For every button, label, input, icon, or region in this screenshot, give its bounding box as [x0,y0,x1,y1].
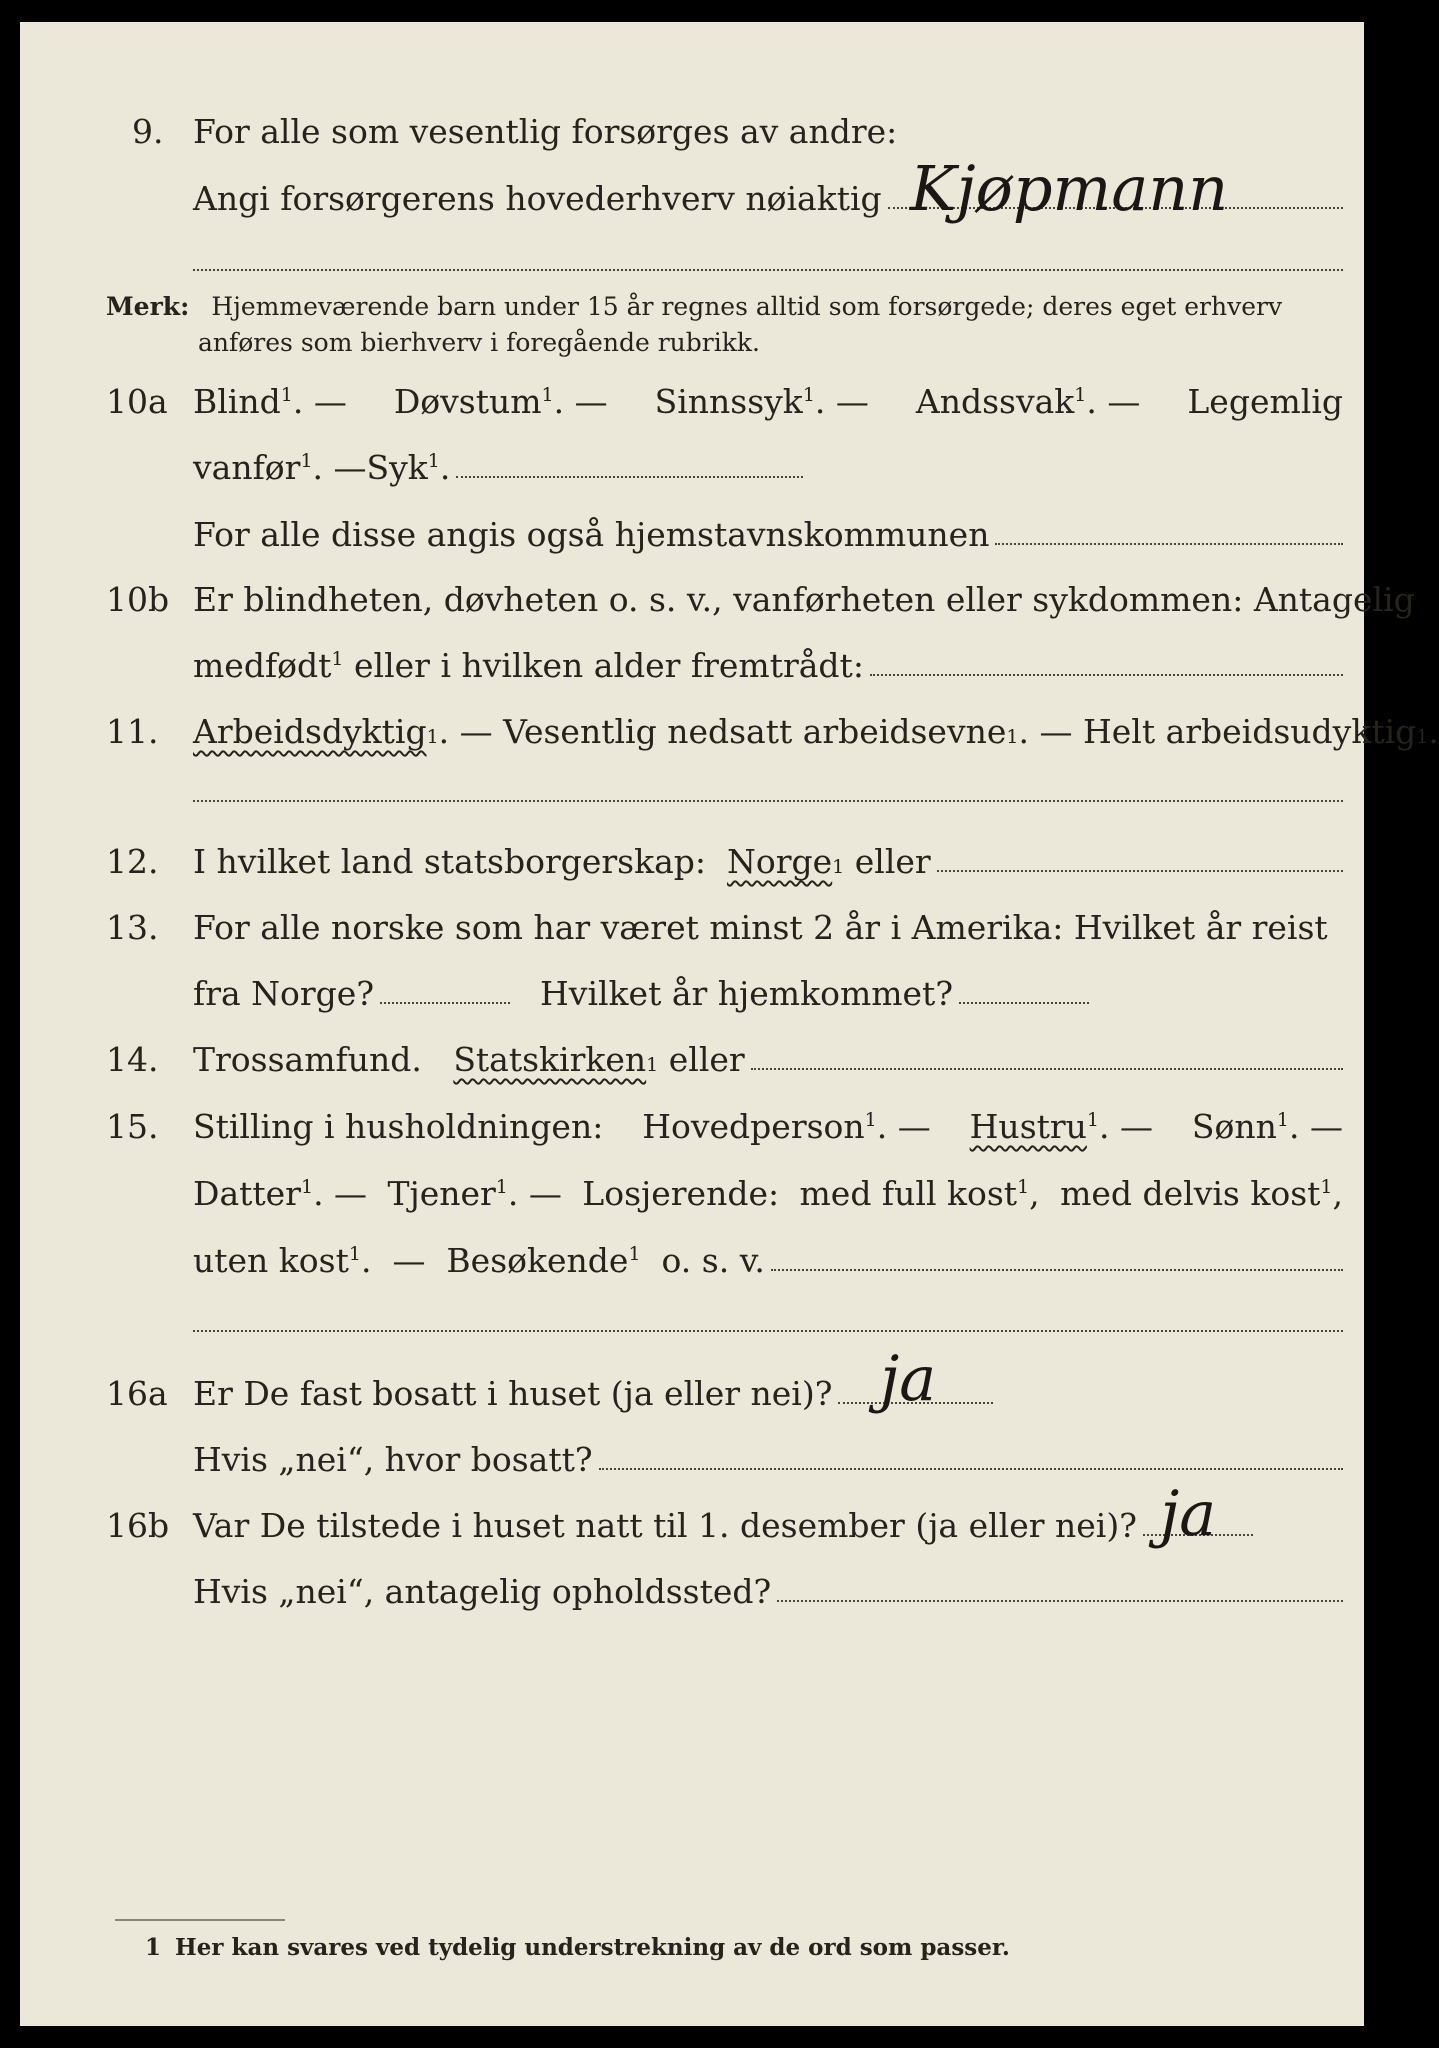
q10b-line1-text: Er blindheten, døvheten o. s. v., vanførheten eller sykdommen: Antagelig [193,580,1415,619]
q10a-sinnssyk: Sinnssyk$^1$. — [654,382,869,421]
q14-line: Trossamfund. Statskirken 1 eller [193,1040,1343,1079]
q11-extra-line [193,800,1343,802]
merk-line2 [198,328,760,357]
q13-reist-line [380,1001,510,1004]
q10b-answer-line [870,673,1343,676]
q10a-number: 10a [106,382,168,421]
q10b-line2-text: eller i hvilken alder fremtrådt: [354,646,864,685]
q12-norge: Norge [727,842,833,881]
q15-answer-line [771,1268,1343,1271]
q12-text: I hvilket land statsborgerskap: [193,842,707,881]
q10a-syk-line [456,475,803,478]
q12-number: 12. [106,842,159,881]
q13-hjemkommet: Hvilket år hjemkommet? [540,974,954,1013]
q10a-line2 [193,448,803,487]
q10a-andssvak: Andssvak$^1$. — [915,382,1141,421]
q12-eller: eller [854,842,931,881]
merk-line2-text: anføres som bierhverv i foregående rubrikk. [198,328,760,357]
q14-number: 14. [106,1040,159,1079]
q10a-blind: Blind$^1$. — [193,382,347,421]
q10a-line1 [193,382,1343,421]
q11-arbeidsdyktig: Arbeidsdyktig [193,712,427,751]
q16a-number: 16a [106,1374,168,1413]
q16b-line2 [193,1572,1343,1611]
q16a-line1 [193,1374,993,1413]
q10a-line3-text: For alle disse angis også hjemstavnskommunen [193,515,990,554]
q16b-line2-text: Hvis „nei“, antagelig opholdssted? [193,1572,772,1611]
q10b-medfodt: medfødt$^1$ [193,646,344,685]
q15-datter: Datter$^1$. — [193,1174,368,1213]
census-form-page [20,22,1439,2026]
q15-tjener: Tjener$^1$. — [387,1174,562,1213]
q15-uten-kost: uten kost$^1$. — [193,1241,426,1280]
footnote-text: Her kan svares ved tydelig understrekning av de ord som passer. [175,1934,1010,1961]
q16a-bosatt-line [599,1467,1343,1470]
q10b-line2 [193,646,1343,685]
q15-hovedperson: Hovedperson$^1$. — [642,1107,931,1146]
q15-line3 [193,1241,1343,1280]
q13-number: 13. [106,908,159,947]
q16a-line2-text: Hvis „nei“, hvor bosatt? [193,1440,593,1479]
q15-number: 15. [106,1107,159,1146]
q15-line1 [193,1107,1343,1146]
q10a-hjemstavn-line [995,542,1343,545]
q14-answer-line [751,1067,1343,1070]
q11-nedsatt: Vesentlig nedsatt arbeidsevne [503,712,1007,751]
q15-hustru: Hustru$^1$. — [969,1107,1153,1146]
q10a-line3 [193,515,1343,554]
q16b-line1 [193,1506,1253,1545]
q11-number: 11. [106,712,159,751]
q9-line1-text: For alle som vesentlig forsørges av andre: [193,112,898,151]
q11-udyktig: Helt arbeidsudyktig [1082,712,1417,751]
q10a-dovstum: Døvstum$^1$. — [393,382,608,421]
q12-answer-line [937,869,1343,872]
q16a-line2 [193,1440,1343,1479]
footnote [145,1934,1010,1961]
q10a-vanfor: vanfør$^1$. — [193,448,367,487]
q13-line2 [193,974,1089,1013]
q13-line1 [193,908,1328,947]
q12-line: I hvilket land statsborgerskap: Norge 1 eller [193,842,1343,881]
q9-number: 9. [132,112,164,151]
q9-line2-text: Angi forsørgerens hovederhverv nøiaktig [193,179,882,218]
q15-besokende: Besøkende$^1$ [446,1241,641,1280]
q15-osv: o. s. v. [661,1241,765,1280]
q14-eller: eller [668,1040,745,1079]
q15-extra-line [193,1330,1343,1332]
q10a-legemlig: Legemlig [1187,382,1343,421]
q16a-line1-text: Er De fast bosatt i huset (ja eller nei)? [193,1374,833,1413]
q14-text: Trossamfund. [193,1040,422,1079]
merk-label: Merk: [106,292,190,321]
q9-line1 [193,112,897,151]
q10b-number: 10b [106,580,170,619]
q11-line: Arbeidsdyktig 1 . — Vesentlig nedsatt arbeidsevne 1 . — Helt arbeidsudyktig 1 . [193,712,1439,751]
merk-line1-text: Hjemmeværende barn under 15 år regnes alltid som forsørgede; deres eget erhverv [211,292,1283,321]
q9-extra-line [193,269,1343,271]
q15-full-kost: med full kost$^1$, [799,1174,1040,1213]
q16b-number: 16b [106,1506,170,1545]
q13-line1-text: For alle norske som har været minst 2 år i Amerika: Hvilket år reist [193,908,1328,947]
q15-delvis-kost: med delvis kost$^1$, [1060,1174,1343,1213]
q15-stilling: Stilling i husholdningen: [193,1107,604,1146]
merk-line1 [106,292,1282,321]
q13-hjemkommet-line [959,1001,1089,1004]
q16a-handwritten-answer: ja [880,1342,937,1415]
q13-reist: fra Norge? [193,974,375,1013]
q15-sonn: Sønn$^1$. — [1191,1107,1343,1146]
q9-handwritten-answer: Kjøpmann [910,152,1229,225]
footnote-rule [115,1919,285,1921]
q16b-opholdssted-line [777,1599,1343,1602]
q16b-handwritten-answer: ja [1160,1477,1217,1550]
q15-line2 [193,1174,1343,1213]
q10a-syk: Syk$^1$. [366,448,451,487]
footnote-mark: 1 [145,1934,162,1961]
q16b-line1-text: Var De tilstede i huset natt til 1. desember (ja eller nei)? [193,1506,1137,1545]
q14-statskirken: Statskirken [453,1040,647,1079]
q10b-line1 [193,580,1415,619]
q15-losjerende: Losjerende: [582,1174,780,1213]
